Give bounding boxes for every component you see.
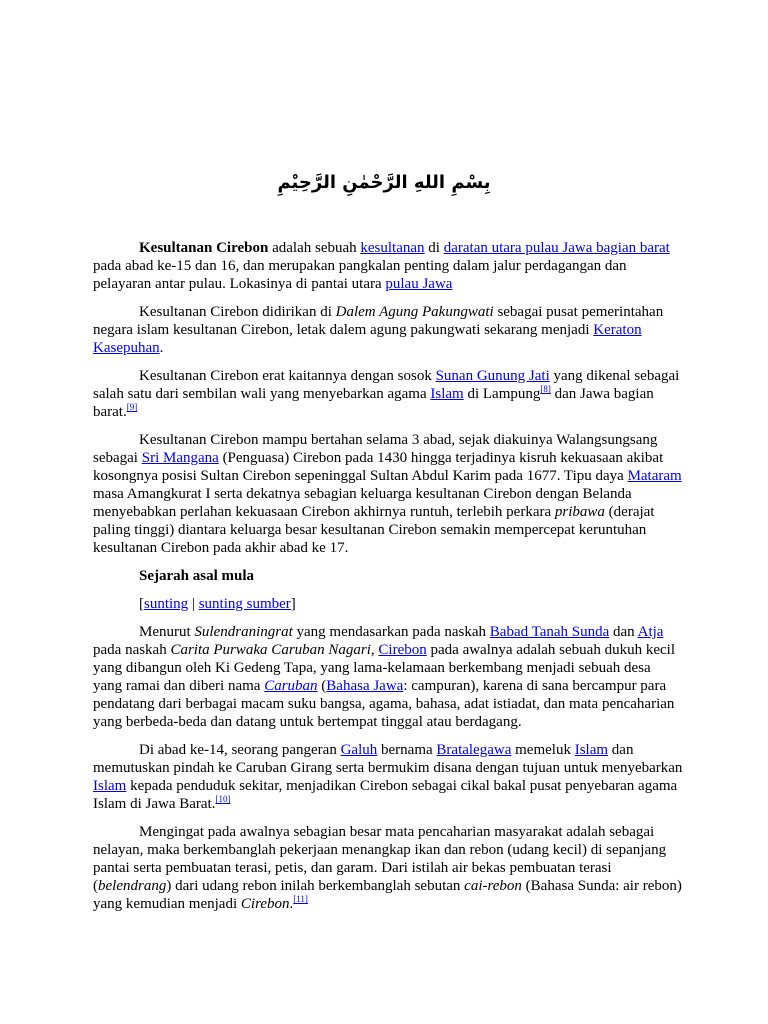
link-daratan-utara[interactable]: daratan utara pulau Jawa bagian barat — [443, 240, 670, 256]
text: Menurut — [139, 624, 195, 640]
paragraph-etymology — [93, 823, 683, 913]
link-islam-3[interactable]: Islam — [93, 778, 127, 794]
link-babad-tanah-sunda[interactable]: Babad Tanah Sunda — [489, 624, 610, 640]
text: yang mendasarkan pada naskah — [292, 624, 490, 640]
text: kepada penduduk sekitar, menjadikan Cirebon sebagai cikal bakal pusat penyebaran agama Islam di Jawa Barat. — [93, 778, 678, 812]
text: di Lampung — [463, 386, 541, 402]
link-pulau-jawa[interactable]: pulau Jawa — [385, 276, 453, 292]
citation — [215, 794, 230, 804]
link-islam-2[interactable]: Islam — [574, 742, 609, 758]
text: (Bahasa Sunda: air rebon) yang kemudian menjadi — [93, 878, 682, 912]
section-heading: Sejarah asal mula — [139, 568, 255, 584]
link-galuh[interactable]: Galuh — [340, 742, 378, 758]
citation-link-11[interactable]: [11] — [293, 894, 308, 904]
link-islam[interactable]: Islam — [430, 386, 464, 402]
paragraph-14th-century — [93, 741, 683, 813]
text: ) dari udang rebon inilah berkembanglah sebutan — [166, 878, 465, 894]
text: memeluk — [511, 742, 575, 758]
link-caruban[interactable] — [264, 678, 317, 694]
paragraph-pakungwati — [93, 303, 683, 357]
paragraph-sunan-gunung-jati — [93, 367, 683, 421]
citation-link-10[interactable]: [10] — [215, 794, 231, 804]
text: ( — [317, 678, 327, 694]
text: , — [370, 642, 379, 658]
text: Kesultanan Cirebon mampu bertahan selama 3 abad, sejak diakuinya Walangsungsang sebagai — [93, 432, 658, 466]
text: bernama — [377, 742, 437, 758]
article-subject: Kesultanan Cirebon — [139, 240, 269, 256]
bracket: [ — [139, 596, 144, 612]
text: masa Amangkurat I serta dekatnya sebagian keluarga kesultanan Cirebon dengan Belanda menyebabkan perlahan kekuasaan Cirebon akhirnya runtuh, terlebih perkara — [93, 486, 632, 520]
link-sri-mangana[interactable]: Sri Mangana — [141, 450, 219, 466]
text: Mengingat pada awalnya sebagian besar mata pencaharian masyarakat adalah sebagai nelayan, maka berkembanglah pekerjaan menangkap ikan dan rebon (udang kecil) di sepanjang pantai serta pembuatan terasi, petis, dan garam. Dari istilah air bekas pembuatan terasi ( — [93, 824, 667, 894]
paragraph-intro — [93, 239, 683, 293]
bracket: ] — [290, 596, 296, 612]
link-kesultanan[interactable]: kesultanan — [360, 240, 425, 256]
italic-text: belendrang — [98, 878, 167, 894]
italic-text: cai-rebon — [464, 878, 522, 894]
citation — [540, 384, 551, 394]
italic-text: pribawa — [554, 504, 605, 520]
link-bratalegawa[interactable]: Bratalegawa — [436, 742, 512, 758]
text: (derajat paling tinggi) diantara keluarga besar kesultanan Cirebon semakin mempercepat keruntuhan kesultanan Cirebon pada akhir abad ke 17. — [93, 504, 655, 556]
text: Di abad ke-14, seorang pangeran — [139, 742, 341, 758]
paragraph-three-centuries — [93, 431, 683, 557]
citation — [127, 402, 138, 412]
paragraph-origin — [93, 623, 683, 731]
edit-link[interactable]: sunting — [144, 596, 189, 612]
text: di — [424, 240, 444, 256]
basmala-heading: بِسْمِ اللهِ الرَّحْمٰنِ الرَّحِيْمِ — [277, 172, 491, 193]
italic-text: Cirebon — [240, 896, 290, 912]
text: . — [289, 896, 294, 912]
text: pada abad ke-15 dan 16, dan merupakan pangkalan penting dalam jalur perdagangan dan pelayaran antar pulau. Lokasinya di pantai utara — [93, 258, 627, 292]
link-bahasa-jawa[interactable]: Bahasa Jawa — [326, 678, 404, 694]
italic-link-text: Caruban — [264, 678, 318, 694]
link-cirebon[interactable]: Cirebon — [378, 642, 427, 658]
italic-text: Carita Purwaka Caruban Nagari — [170, 642, 371, 658]
separator: | — [188, 596, 199, 612]
text: yang dikenal sebagai salah satu dari sembilan wali yang menyebarkan agama — [93, 368, 680, 402]
text: Kesultanan Cirebon didirikan di — [139, 304, 336, 320]
link-mataram[interactable]: Mataram — [627, 468, 682, 484]
text: . — [159, 340, 164, 356]
text: pada awalnya adalah sebuah dukuh kecil yang dibangun oleh Ki Gedeng Tapa, yang lama-kelamaan berkembang menjadi sebuah desa yang ramai dan diberi nama — [93, 642, 675, 694]
citation — [293, 894, 308, 904]
text: (Penguasa) Cirebon pada 1430 hingga terjadinya kisruh kekuasaan akibat kosongnya posisi Sultan Cirebon sepeninggal Sultan Abdul Karim pada 1677. Tipu daya — [93, 450, 664, 484]
citation-link-9[interactable]: [9] — [126, 402, 138, 412]
link-atja[interactable]: Atja — [637, 624, 664, 640]
italic-text: Dalem Agung Pakungwati — [335, 304, 494, 320]
link-keraton-kasepuhan[interactable]: Keraton Kasepuhan — [93, 322, 642, 356]
text: sebagai pusat pemerintahan negara islam kesultanan Cirebon, letak dalem agung pakungwati sekarang menjadi — [93, 304, 664, 338]
italic-text: Sulendraningrat — [194, 624, 293, 640]
text: : campuran), karena di sana bercampur para pendatang dari berbagai macam suku bangsa, agama, bahasa, adat istiadat, dan mata pencaharian yang berbeda-beda dan datang untuk bertempat tinggal atau berdagang. — [93, 678, 675, 730]
text: dan — [609, 624, 638, 640]
edit-source-link[interactable]: sunting sumber — [198, 596, 291, 612]
text: pada naskah — [93, 642, 171, 658]
text: dan Jawa bagian barat. — [93, 386, 654, 420]
edit-links — [93, 595, 683, 613]
text: adalah sebuah — [268, 240, 361, 256]
citation-link-8[interactable]: [8] — [540, 384, 551, 394]
text: Kesultanan Cirebon erat kaitannya dengan sosok — [139, 368, 436, 384]
link-sunan-gunung-jati[interactable]: Sunan Gunung Jati — [435, 368, 550, 384]
article-body — [93, 239, 683, 923]
text: dan memutuskan pindah ke Caruban Girang serta bermukim disana dengan tujuan untuk menyebarkan — [93, 742, 683, 776]
